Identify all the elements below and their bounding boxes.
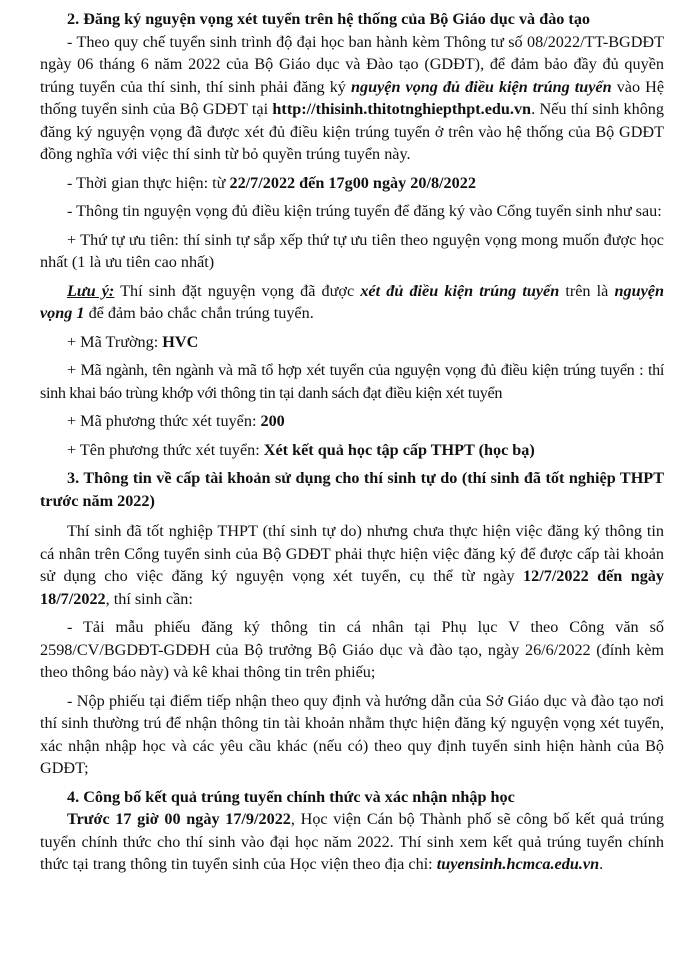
section-2-method-name: [40, 439, 664, 462]
section-2-time: [40, 172, 664, 195]
section-3-paragraph-1: [40, 520, 664, 610]
s2-info-text: - Thông tin nguyện vọng đủ điều kiện trúng tuyển để đăng ký vào Cổng tuyển sinh như sau:: [67, 202, 662, 220]
section-3-heading: [40, 467, 664, 512]
section-2-method-code: [40, 410, 664, 433]
s2-note-emphasis-1: xét đủ điều kiện trúng tuyển: [360, 281, 560, 300]
portal-url-link[interactable]: http://thisinh.thitotnghiepthpt.edu.vn: [272, 100, 532, 118]
section-2-heading-text: 2. Đăng ký nguyện vọng xét tuyển trên hệ thống của Bộ Giáo dục và đào tạo: [67, 10, 591, 28]
section-2-major: [40, 359, 664, 404]
s3p1-text-a: Thí sinh đã tốt nghiệp THPT (thí sinh tự do) nhưng chưa thực hiện việc đăng ký thông tin cá nhân trên Cổng tuyển sinh của Bộ GDĐT phải thực hiện việc đăng ký để được cấp tài khoản sử dụng cho việc đăng ký nguyện vọng xét tuyển, cụ thể từ ngày: [40, 522, 664, 585]
section-2-school-code: [40, 331, 664, 354]
section-4-paragraph-1: [40, 808, 664, 876]
section-2-paragraph-1: [40, 31, 664, 166]
s2-method-code-value: 200: [260, 412, 285, 430]
s2-method-code-label: + Mã phương thức xét tuyển:: [67, 412, 261, 430]
s3p2-text: - Tải mẫu phiếu đăng ký thông tin cá nhân tại Phụ lục V theo Công văn số 2598/CV/BGDĐT-GDĐH của Bộ trưởng Bộ Giáo dục và đào tạo, ngày 26/6/2022 (đính kèm theo thông báo này) và kê khai thông tin trên phiếu;: [40, 618, 664, 681]
s2-method-name-label: + Tên phương thức xét tuyển:: [67, 440, 264, 459]
section-2-info: [40, 200, 664, 223]
s3p3-text: - Nộp phiếu tại điểm tiếp nhận theo quy định và hướng dẫn của Sở Giáo dục và đào tạo nơi thí sinh thường trú để nhận thông tin tài khoản nhằm thực hiện đăng ký nguyện vọng xét tuyển, xác nhận nhập học và các yêu cầu khác (nếu có) theo quy định tuyển sinh hiện hành của Bộ GDĐT;: [40, 691, 664, 777]
s2-time-value: 22/7/2022 đến 17g00 ngày 20/8/2022: [229, 173, 476, 192]
s4p1-text-b: , Học viện Cán bộ Thành phố sẽ công bố kết quả trúng tuyển chính thức cho thí sinh vào đại học năm 2022. Thí sinh xem kết quả trúng tuyển chính thức tại trang thông tin tuyển sinh của Học viện theo địa chỉ:: [40, 810, 664, 873]
s4p1-deadline: Trước 17 giờ 00 ngày 17/9/2022: [67, 810, 291, 828]
section-2-priority: [40, 229, 664, 274]
s2p1-emphasis: nguyện vọng đủ điều kiện trúng tuyển: [350, 77, 612, 96]
s2p1-text-c: vào Hệ thống tuyển sinh của Bộ GDĐT tại: [40, 77, 665, 118]
s2-note-text-e: để đảm bảo chắc chắn trúng tuyển.: [84, 304, 314, 322]
section-3-paragraph-3: [40, 690, 664, 780]
section-2-heading: [40, 8, 664, 31]
section-3-paragraph-2: [40, 616, 664, 684]
s2-note-text-c: trên là: [559, 281, 615, 300]
s3p1-text-c: , thí sinh cần:: [105, 589, 193, 608]
s2-school-label: + Mã Trường:: [67, 332, 163, 351]
s2-method-name-value: Xét kết quả học tập cấp THPT (học bạ): [263, 440, 535, 459]
s2-priority-text: + Thứ tự ưu tiên: thí sinh tự sắp xếp thứ tự ưu tiên theo nguyện vọng mong muốn được học nhất (1 là ưu tiên cao nhất): [40, 230, 664, 271]
s2p1-text-a: - Theo quy chế tuyển sinh trình độ đại học ban hành kèm Thông tư số 08/2022/TT-BGDĐT ngày 06 tháng 6 năm 2022 của Bộ Giáo dục và Đào tạo (GDĐT), để đảm bảo đầy đủ quyền trúng tuyển của thí sinh, thí sinh phải đăng ký: [40, 32, 664, 96]
s2-time-label: - Thời gian thực hiện: từ: [67, 173, 230, 192]
s2p1-text-e: . Nếu thí sinh không đăng ký nguyện vọng đã được xét đủ điều kiện trúng tuyển ở trên vào hệ thống của Bộ GDĐT đồng nghĩa với việc thí sinh từ bỏ quyền trúng tuyển này.: [40, 100, 664, 163]
s2-major-text: + Mã ngành, tên ngành và mã tổ hợp xét tuyển của nguyện vọng đủ điều kiện trúng tuyển : thí sinh khai báo trùng khớp với thông tin tại danh sách đạt điều kiện xét tuyển: [40, 361, 664, 402]
s2-note-emphasis-2: nguyện vọng 1: [40, 281, 664, 322]
s3p1-date-range: 12/7/2022 đến ngày 18/7/2022: [40, 567, 664, 608]
s4p1-text-d: .: [599, 855, 604, 873]
s2-school-value: HVC: [162, 332, 199, 351]
admission-site-link[interactable]: tuyensinh.hcmca.edu.vn: [436, 855, 600, 873]
section-4-heading-text: 4. Công bố kết quả trúng tuyển chính thức và xác nhận nhập học: [67, 787, 515, 806]
section-2-note: [40, 280, 664, 325]
s2-note-text-a: Thí sinh đặt nguyện vọng đã được: [114, 281, 361, 300]
s2-note-label: Lưu ý:: [67, 281, 115, 300]
section-4-heading: [40, 786, 664, 809]
section-3-heading-text: 3. Thông tin về cấp tài khoản sử dụng cho thí sinh tự do (thí sinh đã tốt nghiệp THPT trước năm 2022): [40, 469, 664, 510]
